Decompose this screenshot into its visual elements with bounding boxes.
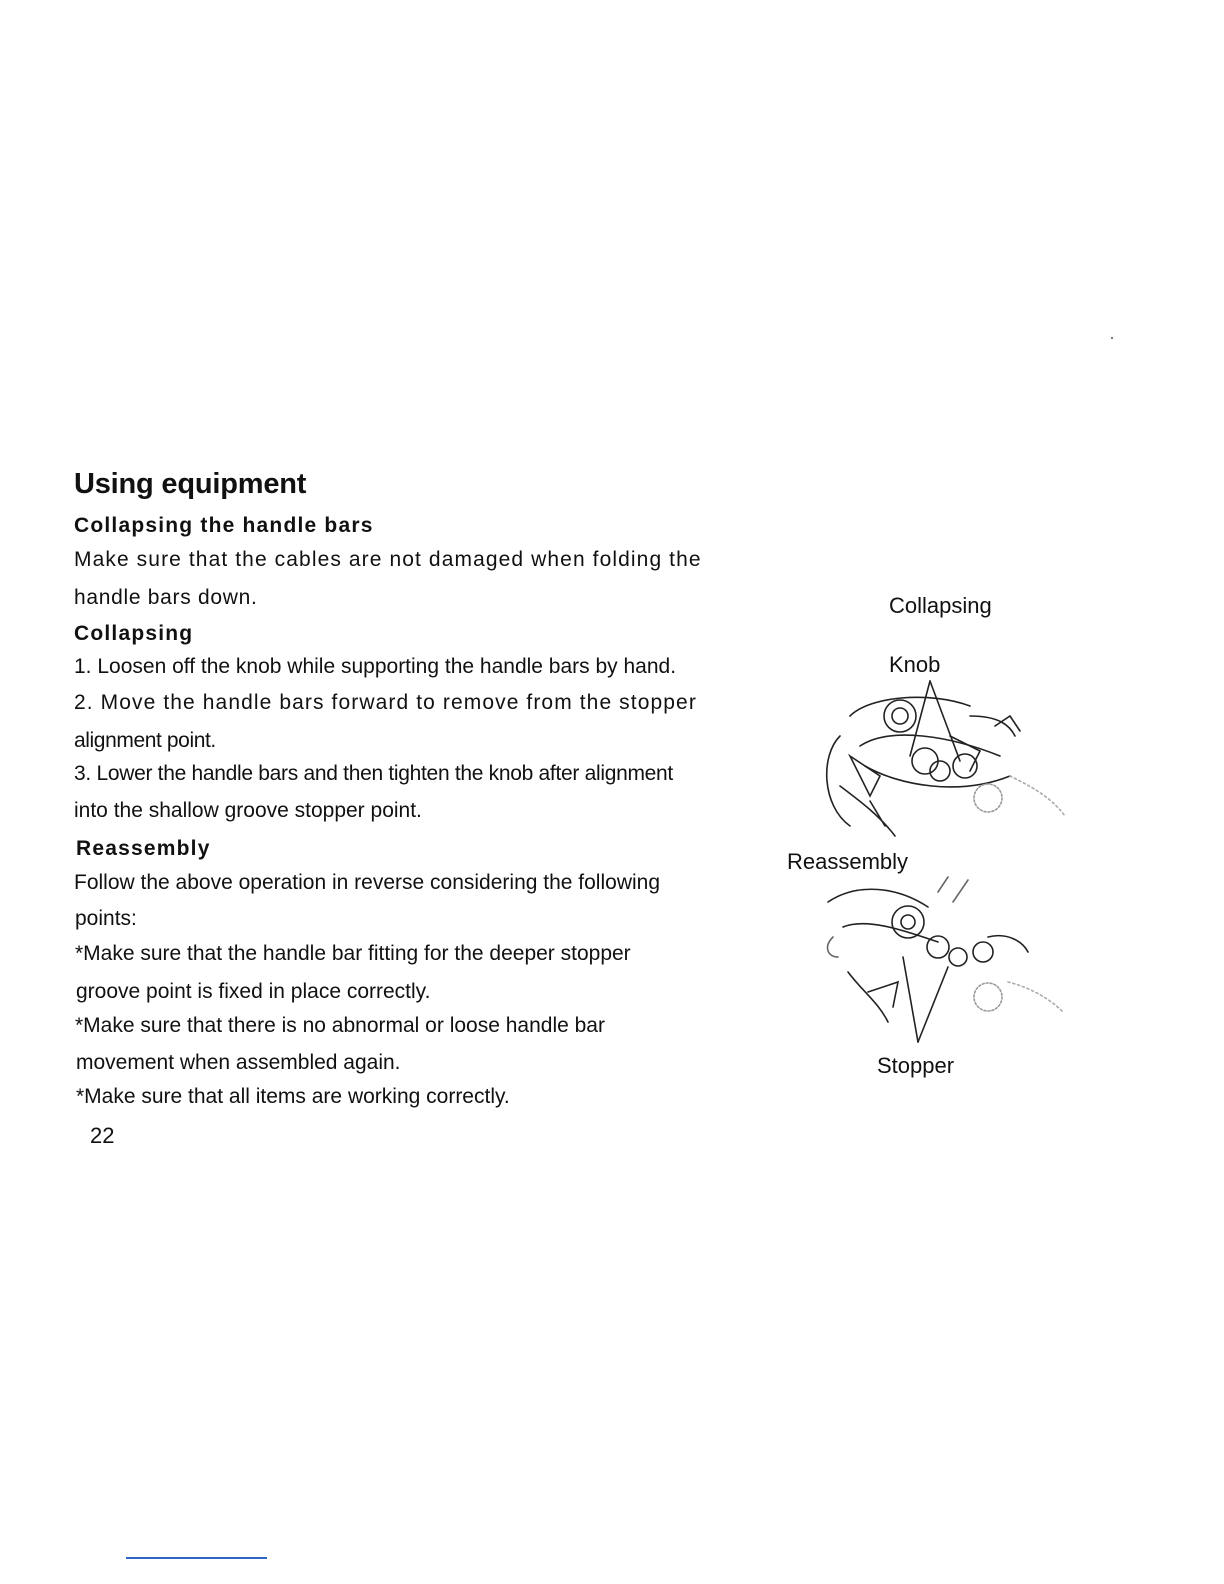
stopper-pointer-left: [903, 957, 918, 1042]
collapsing-illustration: [810, 676, 1070, 854]
reassembly-line-2: points:: [75, 907, 137, 930]
handlebar-top: [828, 889, 928, 907]
note-2-line-2: movement when assembled again.: [76, 1051, 401, 1074]
reassembly-heading: Reassembly: [76, 837, 211, 860]
intro-line-1: Make sure that the cables are not damaged when folding the: [74, 548, 702, 571]
handlebar-top: [850, 697, 970, 716]
step-2-line-1: 2. Move the handle bars forward to remove from the stopper: [74, 691, 697, 714]
note-2-line-1: *Make sure that there is no abnormal or loose handle bar: [75, 1014, 605, 1037]
step-1: 1. Loosen off the knob while supporting the handle bars by hand.: [74, 655, 677, 678]
reassembly-illustration: [808, 872, 1068, 1050]
note-1-line-2: groove point is fixed in place correctly.: [76, 980, 431, 1003]
knob-pointer-left: [910, 681, 930, 756]
collapsing-heading: Collapsing: [74, 622, 194, 645]
page-number: 22: [90, 1123, 115, 1148]
reassembly-line-1: Follow the above operation in reverse considering the following: [74, 871, 661, 894]
note-3: *Make sure that all items are working correctly.: [76, 1085, 510, 1108]
caption-collapsing: Collapsing: [889, 593, 992, 618]
stopper-pointer-right: [918, 967, 948, 1042]
intro-line-2: handle bars down.: [74, 586, 258, 609]
cable-curve: [827, 736, 850, 826]
step-3-line-1: 3. Lower the handle bars and then tighten the knob after alignment: [74, 762, 673, 785]
label-stopper: Stopper: [877, 1053, 955, 1078]
subsection-title: Collapsing the handle bars: [74, 514, 374, 537]
note-1-line-1: *Make sure that the handle bar fitting for the deeper stopper: [75, 942, 631, 965]
knob-pointer-right: [930, 681, 960, 761]
step-3-line-2: into the shallow groove stopper point.: [74, 799, 422, 822]
caption-reassembly: Reassembly: [787, 849, 909, 874]
step-2-line-2: alignment point.: [74, 729, 216, 752]
label-knob: Knob: [889, 652, 941, 677]
knob-circle: [892, 906, 924, 938]
knob-circle: [884, 700, 916, 732]
section-title: Using equipment: [74, 468, 307, 500]
footer-rule: [126, 1557, 267, 1559]
scan-speck: [1111, 337, 1113, 339]
